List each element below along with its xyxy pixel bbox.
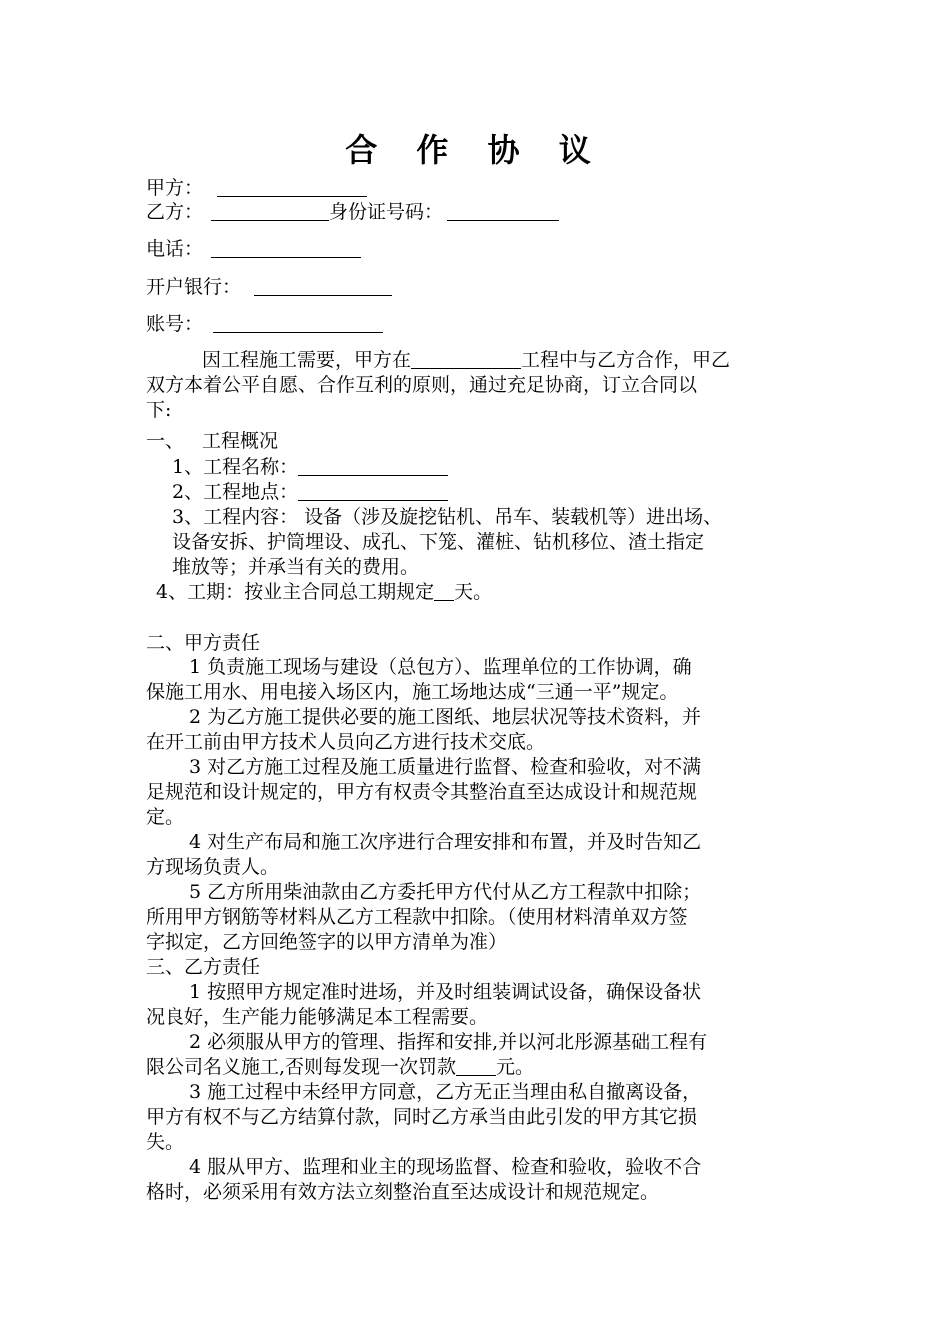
project-name-label: 1、工程名称： bbox=[172, 456, 299, 478]
section-2-p2-line-1: 2 为乙方施工提供必要的施工图纸、地层状况等技术资料，并 bbox=[189, 706, 702, 728]
party-a-line bbox=[146, 176, 816, 201]
account-label: 账号： bbox=[146, 313, 204, 335]
section-3-p3-line-3: 失。 bbox=[146, 1131, 185, 1153]
project-content-line-1: 3、工程内容： 设备（涉及旋挖钻机、吊车、装载机等）进出场、 bbox=[172, 506, 723, 528]
account-blank[interactable] bbox=[213, 312, 383, 333]
section-2-p3-line-2: 足规范和设计规定的，甲方有权责令其整治直至达成设计和规范规 bbox=[146, 781, 698, 803]
phone-line bbox=[146, 237, 816, 262]
section-2-p5-line-2: 所用甲方钢筋等材料从乙方工程款中扣除。（使用材料清单双方签 bbox=[146, 906, 688, 928]
section-2-p1-line-2: 保施工用水、用电接入场区内，施工场地达成“三通一平”规定。 bbox=[146, 681, 679, 703]
section-3-p4-line-1: 4 服从甲方、监理和业主的现场监督、检查和验收，验收不合 bbox=[189, 1156, 702, 1178]
period-days-blank[interactable] bbox=[434, 580, 454, 601]
heading-text: 工程概况 bbox=[202, 430, 279, 452]
party-a-blank[interactable] bbox=[217, 176, 367, 197]
period-text: 天。 bbox=[454, 581, 493, 603]
section-2-p5-line-3: 字拟定，乙方回绝签字的以甲方清单为准） bbox=[146, 931, 508, 953]
penalty-text: 元。 bbox=[496, 1056, 535, 1078]
project-content-line-2: 设备安拆、护筒埋设、成孔、下笼、灌桩、钻机移位、渣土指定 bbox=[172, 531, 705, 553]
section-2-p2-line-2: 在开工前由甲方技术人员向乙方进行技术交底。 bbox=[146, 731, 546, 753]
section-2-p3-line-1: 3 对乙方施工过程及施工质量进行监督、检查和验收，对不满 bbox=[189, 756, 702, 778]
party-b-line bbox=[146, 200, 816, 225]
section-3-heading: 三、乙方责任 bbox=[146, 956, 261, 978]
period-text: 4、工期：按业主合同总工期规定 bbox=[156, 581, 435, 603]
intro-text: 工程中与乙方合作，甲乙 bbox=[521, 349, 731, 371]
penalty-text: 限公司名义施工,否则每发现一次罚款 bbox=[146, 1056, 457, 1078]
bank-line bbox=[146, 275, 816, 300]
section-3-p3-line-2: 甲方有权不与乙方结算付款，同时乙方承当由此引发的甲方其它损 bbox=[146, 1106, 698, 1128]
bank-blank[interactable] bbox=[254, 275, 392, 296]
project-site-blank[interactable] bbox=[298, 480, 448, 501]
id-number-blank[interactable] bbox=[447, 200, 559, 221]
project-site-label: 2、工程地点： bbox=[172, 481, 299, 503]
heading-number: 一、 bbox=[146, 430, 185, 452]
section-2-p5-line-1: 5 乙方所用柴油款由乙方委托甲方代付从乙方工程款中扣除； bbox=[189, 881, 702, 903]
bank-label: 开户银行： bbox=[146, 276, 242, 298]
party-b-label: 乙方： bbox=[146, 201, 204, 223]
project-period-line bbox=[156, 580, 826, 605]
account-line bbox=[146, 312, 816, 337]
intro-line-2: 双方本着公平自愿、合作互利的原则，通过充足协商，订立合同以 bbox=[146, 374, 698, 396]
party-b-blank[interactable] bbox=[211, 200, 329, 221]
project-content-line-3: 堆放等；并承当有关的费用。 bbox=[172, 556, 420, 578]
section-2-p3-line-3: 定。 bbox=[146, 806, 185, 828]
section-2-heading: 二、甲方责任 bbox=[146, 632, 261, 654]
section-3-p1-line-2: 况良好，生产能力能够满足本工程需要。 bbox=[146, 1006, 489, 1028]
intro-text: 因工程施工需要，甲方在 bbox=[202, 349, 412, 371]
project-blank[interactable] bbox=[411, 348, 521, 369]
project-name-blank[interactable] bbox=[298, 455, 448, 476]
phone-blank[interactable] bbox=[211, 237, 361, 258]
project-site-line bbox=[172, 480, 842, 505]
section-3-p4-line-2: 格时，必须采用有效方法立刻整治直至达成设计和规范规定。 bbox=[146, 1181, 660, 1203]
document-title: 合 作 协 议 bbox=[345, 131, 605, 169]
party-a-label: 甲方： bbox=[146, 177, 204, 199]
section-3-p2-line-2 bbox=[146, 1055, 816, 1080]
id-number-label: 身份证号码： bbox=[329, 201, 444, 223]
intro-line-3: 下: bbox=[146, 399, 172, 421]
section-3-p2-line-1: 2 必须服从甲方的管理、指挥和安排,并以河北彤源基础工程有 bbox=[189, 1031, 708, 1053]
section-2-p4-line-1: 4 对生产布局和施工次序进行合理安排和布置，并及时告知乙 bbox=[189, 831, 702, 853]
project-name-line bbox=[172, 455, 842, 480]
section-3-p3-line-1: 3 施工过程中未经甲方同意，乙方无正当理由私自撤离设备， bbox=[189, 1081, 702, 1103]
section-3-p1-line-1: 1 按照甲方规定准时进场，并及时组装调试设备，确保设备状 bbox=[189, 981, 702, 1003]
section-1-heading bbox=[146, 429, 816, 454]
intro-line-1 bbox=[146, 348, 816, 373]
section-2-p4-line-2: 方现场负责人。 bbox=[146, 856, 280, 878]
section-2-p1-line-1: 1 负责施工现场与建设（总包方）、监理单位的工作协调，确 bbox=[189, 656, 692, 678]
penalty-amount-blank[interactable] bbox=[456, 1055, 496, 1076]
phone-label: 电话： bbox=[146, 238, 204, 260]
